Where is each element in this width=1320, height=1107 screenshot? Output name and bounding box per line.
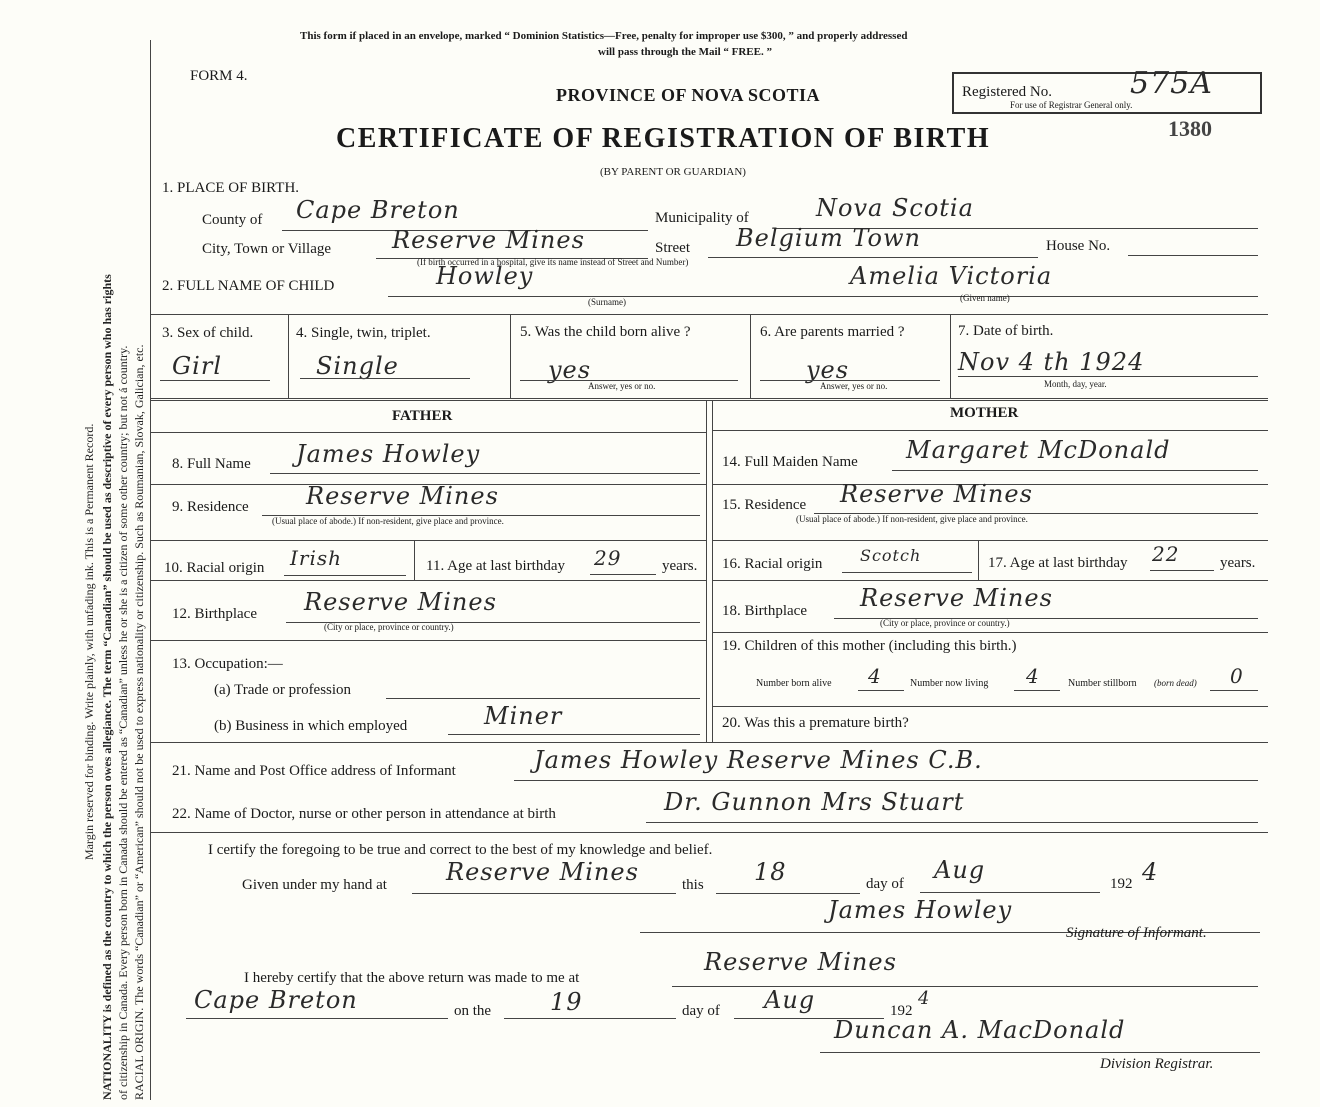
mother-age-value[interactable]: 22 [1152,542,1180,566]
county-label: County of [202,212,263,228]
side-text-racial-origin: RACIAL ORIGIN. The words “Canadian” or “American” should not be used to express nationality or citizenship. Such as Roumanian, Slovak, Galician, etc. [132,344,146,1100]
living-count-value[interactable]: 4 [1026,664,1040,688]
registrar-signature[interactable]: Duncan A. MacDonald [834,1016,1126,1044]
mother-heading: MOTHER [950,405,1019,421]
given-year-suffix[interactable]: 4 [1142,858,1159,886]
trade-label: (a) Trade or profession [214,682,352,698]
postal-notice: This form if placed in an envelope, marked “ Dominion Statistics—Free, penalty for improper use $300, ” and properly addressed [300,30,908,42]
father-residence-value[interactable]: Reserve Mines [306,482,499,510]
parents-married-label: 6. Are parents married ? [760,324,905,340]
sex-label: 3. Sex of child. [162,325,254,341]
mother-name-label: 14. Full Maiden Name [722,454,858,470]
sex-value[interactable]: Girl [172,352,222,380]
born-alive-count-value[interactable]: 4 [868,664,882,688]
father-name-value[interactable]: James Howley [296,440,481,468]
mother-age-label: 17. Age at last birthday [988,555,1128,571]
house-number-label: House No. [1046,238,1111,254]
postal-notice-2: will pass through the Mail “ FREE. ” [598,46,772,58]
mother-birthplace-value[interactable]: Reserve Mines [860,584,1053,612]
side-text-citizenship: of citizenship in Canada. Every person born in Canada should be entered as “Canadian” unless he or she is a citizen of some other country; but not á country. [116,345,130,1100]
mother-birthplace-label: 18. Birthplace [722,603,807,619]
side-text-margin: Margin reserved for binding. Write plainly, with unfading ink. This is a Permanent Record. [82,423,96,860]
certify-statement: I certify the foregoing to be true and correct to the best of my knowledge and belief. [208,842,713,858]
given-day[interactable]: 18 [754,858,787,886]
surname-value[interactable]: Howley [436,262,534,290]
mother-birthplace-caption: (City or place, province or country.) [880,618,1010,628]
father-birthplace-label: 12. Birthplace [172,606,257,622]
living-count-label: Number now living [910,678,989,689]
father-age-value[interactable]: 29 [594,546,622,570]
father-residence-caption: (Usual place of abode.) If non-resident, give place and province. [272,516,504,526]
registration-day[interactable]: 19 [550,988,583,1016]
mother-residence-caption: (Usual place of abode.) If non-resident, give place and province. [796,514,1028,524]
this-label: this [682,877,704,893]
on-the-label: on the [454,1003,492,1019]
city-label: City, Town or Village [202,241,332,257]
hospital-note: (If birth occurred in a hospital, give its name instead of Street and Number) [417,257,689,267]
stillborn-count-label: Number stillborn [1068,678,1137,689]
father-birthplace-value[interactable]: Reserve Mines [304,588,497,616]
given-year-prefix: 192 [1110,876,1133,892]
given-at-label: Given under my hand at [242,877,387,893]
registration-month[interactable]: Aug [764,986,816,1014]
street-label: Street [655,240,690,256]
father-birthplace-caption: (City or place, province or country.) [324,622,454,632]
registration-year-suffix[interactable]: 4 [918,988,931,1009]
informant-value[interactable]: James Howley Reserve Mines C.B. [534,746,983,774]
province: PROVINCE OF NOVA SCOTIA [556,85,821,105]
child-name-label: 2. FULL NAME OF CHILD [162,278,335,294]
father-racial-label: 10. Racial origin [164,560,265,576]
registration-county[interactable]: Cape Breton [194,986,358,1014]
registrar-caption: Division Registrar. [1100,1056,1214,1072]
page-subtitle: (BY PARENT OR GUARDIAN) [600,166,746,178]
street-value[interactable]: Belgium Town [736,224,921,252]
date-of-birth-caption: Month, day, year. [1044,379,1107,389]
city-value[interactable]: Reserve Mines [392,226,585,254]
mother-racial-label: 16. Racial origin [722,556,823,572]
doctor-label: 22. Name of Doctor, nurse or other person in attendance at birth [172,806,556,822]
father-heading: FATHER [392,408,453,424]
given-month[interactable]: Aug [934,856,986,884]
father-age-unit: years. [662,558,698,574]
mother-residence-label: 15. Residence [722,497,807,513]
registered-label: Registered No. [962,84,1052,100]
given-at-place[interactable]: Reserve Mines [446,858,639,886]
registrar-use-note: For use of Registrar General only. [1010,100,1133,110]
mother-name-value[interactable]: Margaret McDonald [906,436,1171,464]
mother-racial-value[interactable]: Scotch [860,546,922,565]
surname-caption: (Surname) [588,297,626,307]
business-value[interactable]: Miner [484,702,563,730]
registration-year-prefix: 192 [890,1003,913,1019]
informant-signature-caption: Signature of Informant. [1066,925,1207,941]
father-name-label: 8. Full Name [172,456,251,472]
given-name-caption: (Given name) [960,293,1010,303]
occupation-label: 13. Occupation:— [172,656,283,672]
mother-residence-value[interactable]: Reserve Mines [840,480,1033,508]
date-of-birth-value[interactable]: Nov 4 th 1924 [958,348,1145,376]
single-twin-label: 4. Single, twin, triplet. [296,325,431,341]
business-label: (b) Business in which employed [214,718,408,734]
municipality-label: Municipality of [655,210,749,226]
doctor-value[interactable]: Dr. Gunnon Mrs Stuart [664,788,965,816]
registered-number: 575A [1130,66,1213,101]
children-label: 19. Children of this mother (including this birth.) [722,638,1017,654]
return-place[interactable]: Reserve Mines [704,948,897,976]
informant-label: 21. Name and Post Office address of Informant [172,763,456,779]
county-value[interactable]: Cape Breton [296,196,460,224]
form-number: FORM 4. [190,68,248,84]
stillborn-note: (born dead) [1154,678,1197,688]
single-twin-value[interactable]: Single [316,352,399,380]
margin-rule [150,40,151,1100]
born-alive-label: 5. Was the child born alive ? [520,324,691,340]
premature-label: 20. Was this a premature birth? [722,715,909,731]
mother-age-unit: years. [1220,555,1256,571]
father-racial-value[interactable]: Irish [290,546,343,570]
place-of-birth-label: 1. PLACE OF BIRTH. [162,180,300,196]
return-label: I hereby certify that the above return was made to me at [244,970,580,986]
born-alive-count-label: Number born alive [756,678,832,689]
born-alive-value[interactable]: yes [548,356,592,384]
born-alive-caption: Answer, yes or no. [588,381,656,391]
municipality-value[interactable]: Nova Scotia [816,194,974,222]
stillborn-count-value[interactable]: 0 [1230,664,1244,688]
father-residence-label: 9. Residence [172,499,249,515]
father-age-label: 11. Age at last birthday [426,558,565,574]
informant-signature[interactable]: James Howley [828,896,1013,924]
day-of-label: day of [866,876,904,892]
parents-married-value[interactable]: yes [806,356,850,384]
parents-married-caption: Answer, yes or no. [820,381,888,391]
stamp-number: 1380 [1168,116,1212,141]
reg-day-of-label: day of [682,1003,720,1019]
side-text-nationality: NATIONALITY is defined as the country to which the person owes allegiance. The term “Canadian” should be used as descriptive of every person who has rights [100,274,114,1100]
date-of-birth-label: 7. Date of birth. [958,323,1054,339]
page-title: CERTIFICATE OF REGISTRATION OF BIRTH [336,123,991,154]
given-name-value[interactable]: Amelia Victoria [850,262,1053,290]
